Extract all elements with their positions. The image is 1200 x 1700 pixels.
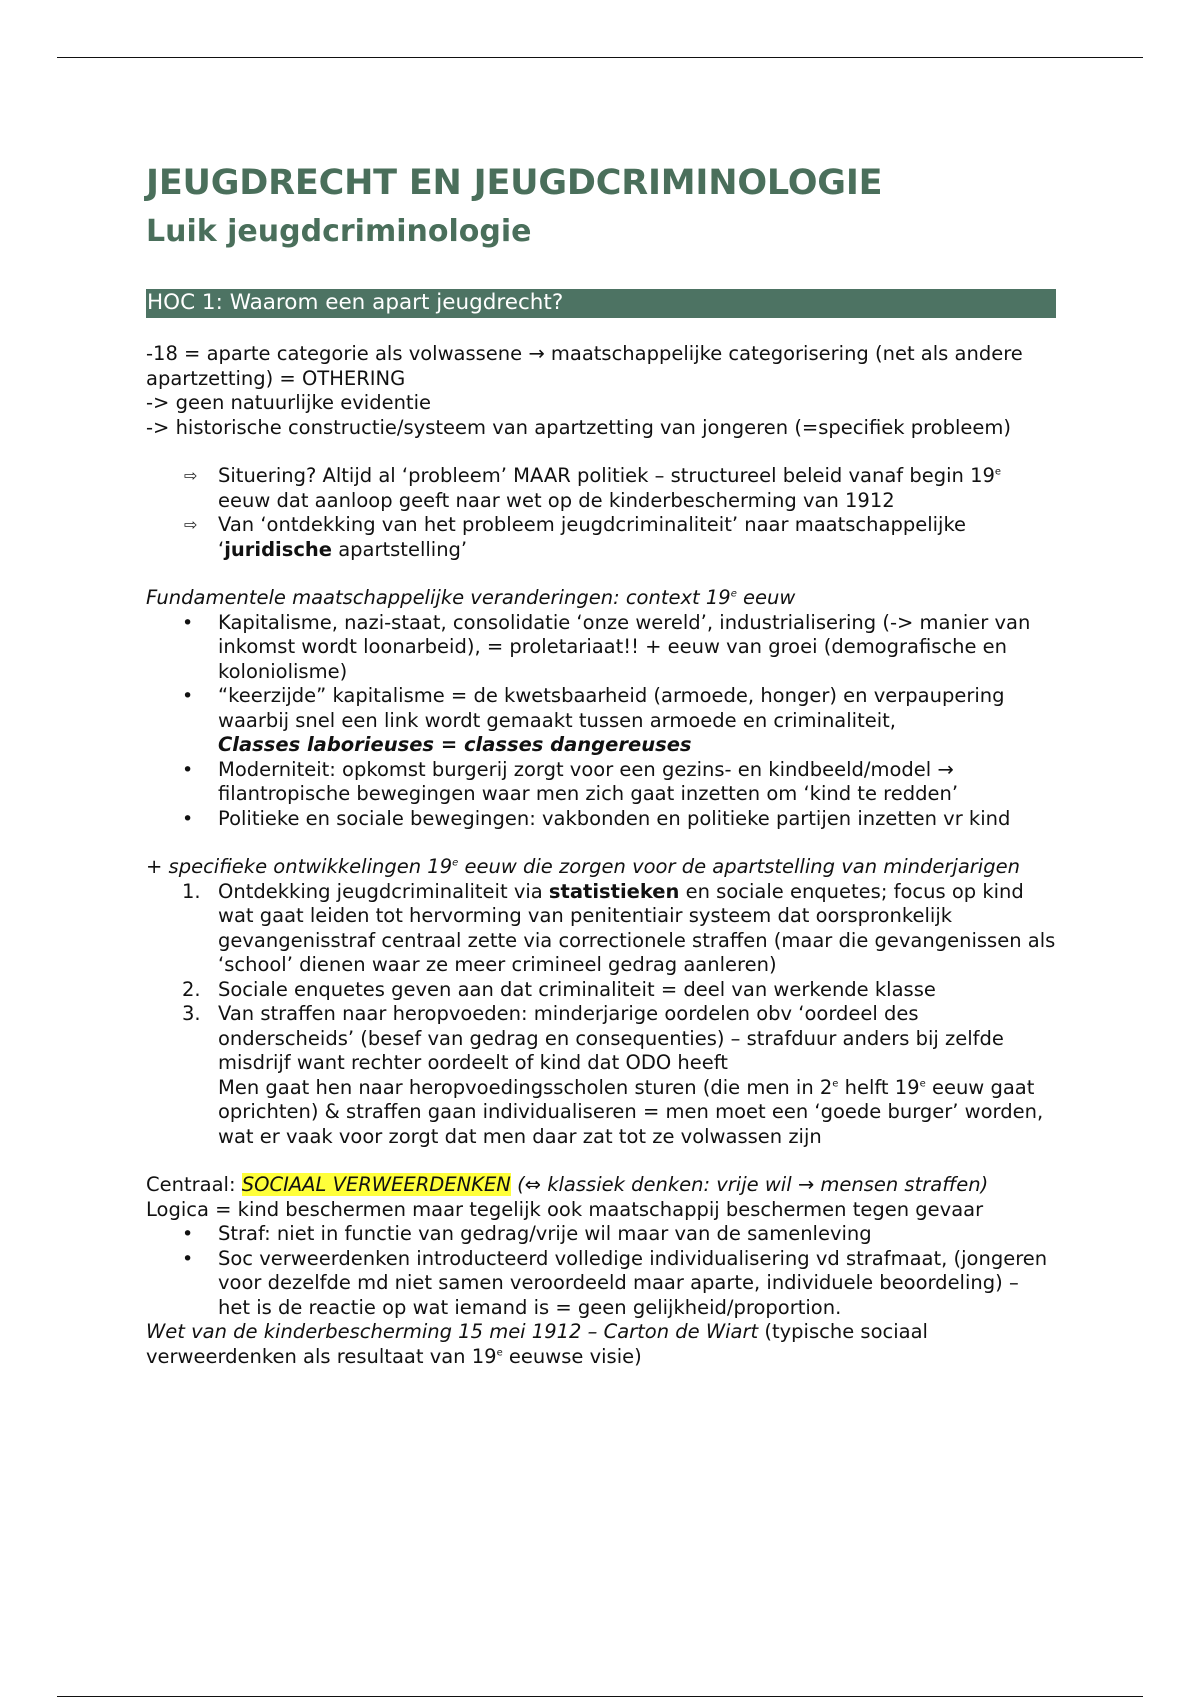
bullet-icon: • — [182, 807, 194, 830]
central-list — [146, 1222, 1056, 1320]
intro-block — [146, 342, 1056, 440]
law-line: Wet van de kinderbescherming 15 mei 1912 – Carton de Wiart (typische sociaal verweerdenken als resultaat van 19e eeuwse visie) — [146, 1320, 928, 1368]
developments-heading: + specifieke ontwikkelingen 19e eeuw die zorgen voor de apartstelling van minderjarigen — [146, 855, 1020, 878]
arrow-list — [146, 464, 1056, 562]
context-list — [146, 611, 1056, 832]
item-number: 2. — [182, 977, 201, 1001]
context-heading: Fundamentele maatschappelijke veranderingen: context 19e eeuw — [146, 586, 796, 609]
list-item: • Kapitalisme, nazi-staat, consolidatie ‘onze wereld’, industrialisering (-> manier van inkomst wordt loonarbeid), = proletariaat!! + eeuw van groei (demografische en koloniolisme) — [182, 610, 1031, 683]
numbered-item: 2. Sociale enquetes geven aan dat criminaliteit = deel van werkende klasse — [182, 977, 936, 1001]
list-item: • Politieke en sociale bewegingen: vakbonden en politieke partijen inzetten vr kind — [182, 806, 1011, 830]
document-title: JEUGDRECHT EN JEUGDCRIMINOLOGIE — [146, 163, 883, 203]
arrow-item: ⇨ Situering? Altijd al ‘probleem’ MAAR politiek – structureel beleid vanaf begin 19e eeuw dat aanloop geeft naar wet op de kinderbescherming van 1912 — [184, 464, 1002, 512]
arrow-item: ⇨ Van ‘ontdekking van het probleem jeugdcriminaliteit’ naar maatschappelijke ‘juridische apartstelling’ — [184, 513, 967, 561]
list-item: • “keerzijde” kapitalisme = de kwetsbaarheid (armoede, honger) en verpaupering waarbij snel een link wordt gemaakt tussen armoede en criminaliteit, Classes laborieuses = classes dangereuses — [182, 684, 1005, 756]
bottom-rule — [57, 1696, 1143, 1697]
item-number: 1. — [182, 879, 201, 903]
document-page — [146, 158, 1056, 1369]
bullet-icon: • — [182, 1247, 194, 1270]
numbered-item: 3. Van straffen naar heropvoeden: minderjarige oordelen obv ‘oordeel des onderscheids’ (besef van gedrag en consequenties) – strafduur anders bij zelfde misdrijf want rechter oordeelt of kind dat ODO heeft Men gaat hen naar heropvoedingsscholen sturen (die men in 2e helft 19e eeuw gaat oprichten) & straffen gaan individualiseren = men moet een ‘goede burger’ worden, wat er vaak voor zorgt dat men daar zat tot ze volwassen zijn — [182, 1002, 1044, 1148]
intro-line: -> geen natuurlijke evidentie — [146, 391, 431, 414]
central-line: Centraal: SOCIAAL VERWEERDENKEN (⇔ klassiek denken: vrije wil → mensen straffen) — [146, 1173, 989, 1196]
document-subtitle: Luik jeugdcriminologie — [146, 214, 532, 249]
highlighted-term: SOCIAAL VERWEERDENKEN — [241, 1173, 511, 1196]
list-item: • Straf: niet in functie van gedrag/vrije wil maar van de samenleving — [182, 1222, 872, 1245]
list-item: • Soc verweerdenken introducteerd volledige individualisering vd strafmaat, (jongeren voor dezelfde md niet samen veroordeeld maar aparte, individuele beoordeling) – het is de reactie op wat iemand is = geen gelijkheid/proportion. — [182, 1246, 1048, 1319]
arrow-bullet-icon: ⇨ — [184, 515, 198, 534]
top-rule — [57, 57, 1143, 58]
bullet-icon: • — [182, 1223, 194, 1245]
numbered-item: 1. Ontdekking jeugdcriminaliteit via statistieken en sociale enquetes; focus op kind wat gaat leiden tot hervorming van penitentiair systeem dat oorspronkelijk gevangenisstraf centraal zette via correctionele straffen (maar die gevangenissen als ‘school’ dienen waar ze meer crimineel gedrag aanleren) — [182, 879, 1056, 976]
intro-line: -> historische constructie/systeem van apartzetting van jongeren (=specifiek probleem) — [146, 415, 1012, 439]
list-item: • Moderniteit: opkomst burgerij zorgt voor een gezins- en kindbeeld/model → filantropische bewegingen waar men zich gaat inzetten om ‘kind te redden’ — [182, 757, 959, 805]
bullet-icon: • — [182, 611, 194, 634]
bullet-icon: • — [182, 685, 194, 707]
intro-line: -18 = aparte categorie als volwassene → maatschappelijke categorisering (net als andere apartzetting) = OTHERING — [146, 342, 1023, 390]
logic-line: Logica = kind beschermen maar tegelijk ook maatschappij beschermen tegen gevaar — [146, 1197, 984, 1221]
item-number: 3. — [182, 1002, 201, 1025]
bullet-icon: • — [182, 758, 194, 781]
section-header: HOC 1: Waarom een apart jeugdrecht? — [146, 289, 1056, 318]
developments-list — [146, 880, 1056, 1150]
arrow-bullet-icon: ⇨ — [184, 466, 198, 485]
